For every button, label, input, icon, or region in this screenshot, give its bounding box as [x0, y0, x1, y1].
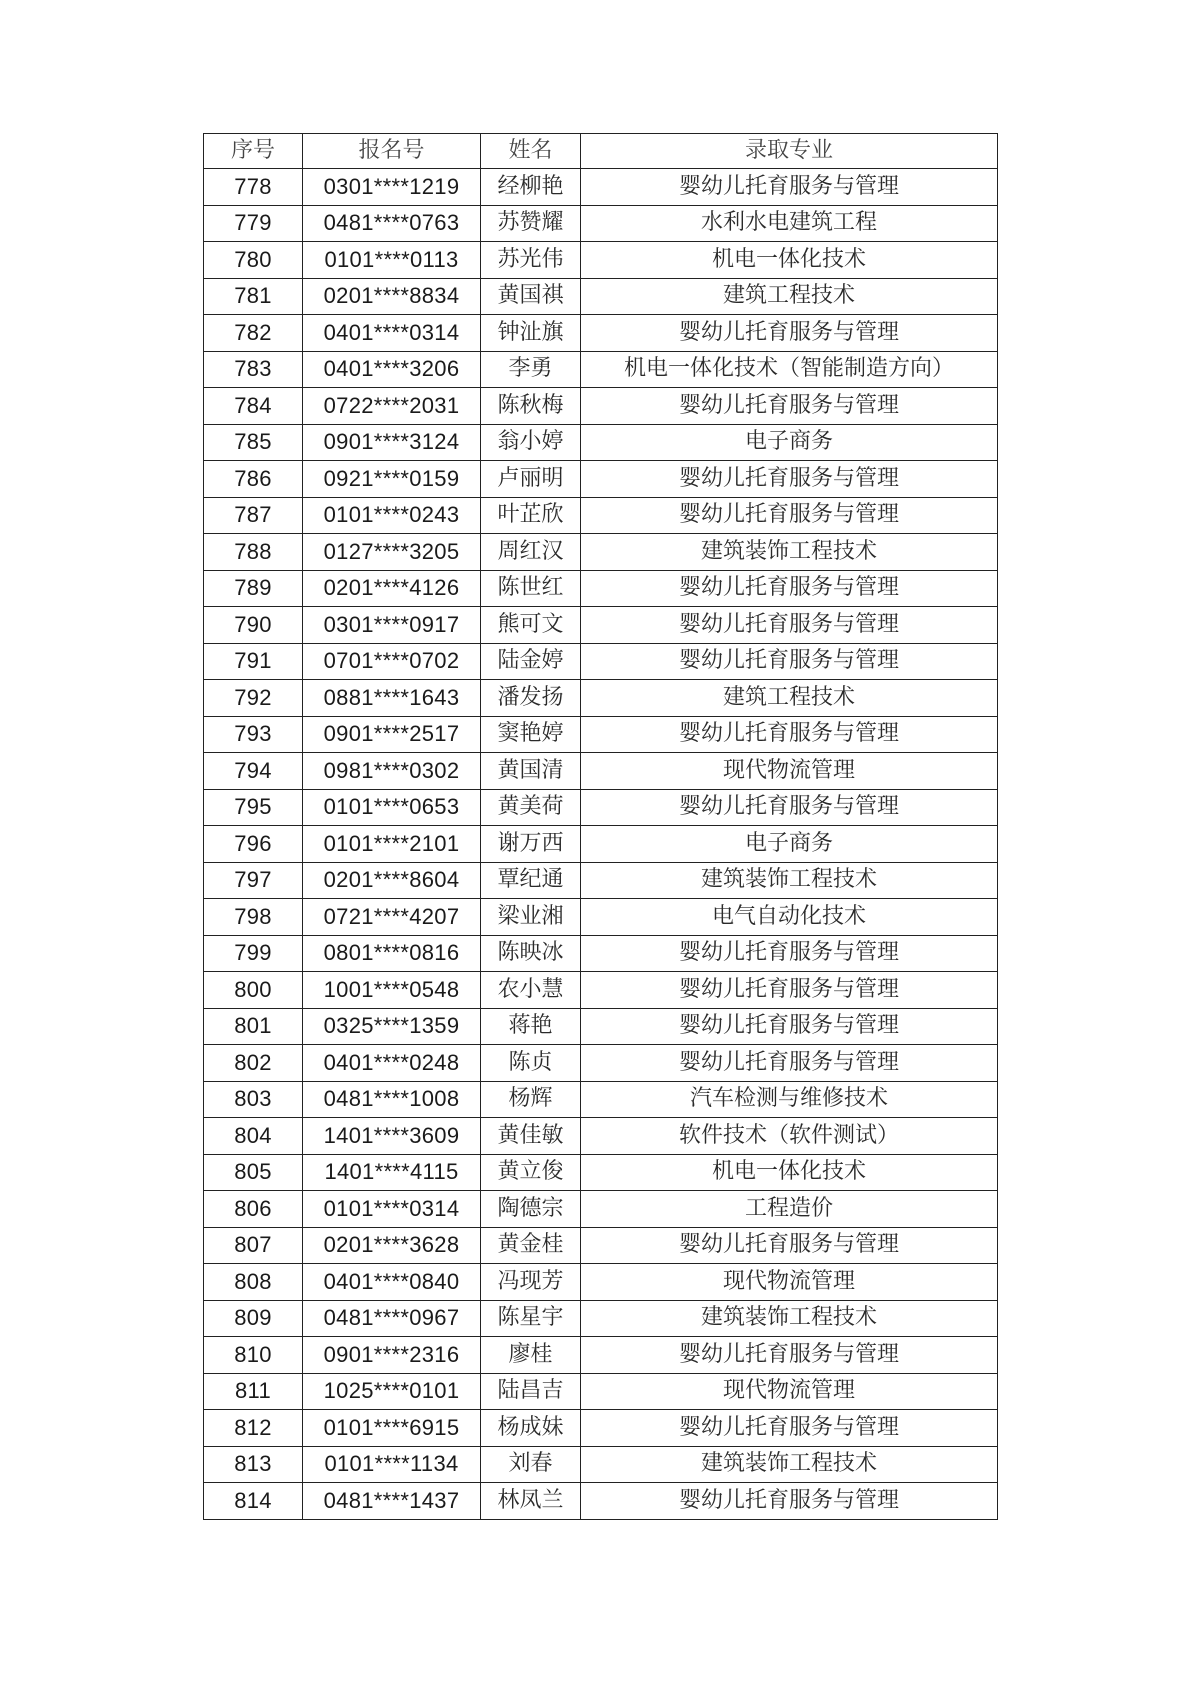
cell-name: 农小慧: [481, 972, 581, 1009]
table-row: [204, 1483, 998, 1520]
cell-registration-number: 0325****1359: [303, 1008, 481, 1045]
table-row: [204, 351, 998, 388]
cell-seq: 806: [204, 1191, 303, 1228]
cell-seq: 780: [204, 242, 303, 279]
cell-registration-number: 0901****2316: [303, 1337, 481, 1374]
table-row: [204, 716, 998, 753]
cell-admitted-major: 汽车检测与维修技术: [581, 1081, 998, 1118]
table-row: [204, 1264, 998, 1301]
table-row: [204, 497, 998, 534]
cell-registration-number: 0921****0159: [303, 461, 481, 498]
cell-name: 陆金婷: [481, 643, 581, 680]
cell-seq: 800: [204, 972, 303, 1009]
table-row: [204, 607, 998, 644]
cell-name: 陈世红: [481, 570, 581, 607]
cell-seq: 807: [204, 1227, 303, 1264]
table-row: [204, 1410, 998, 1447]
table-row: [204, 1118, 998, 1155]
cell-name: 蒋艳: [481, 1008, 581, 1045]
cell-name: 苏赞耀: [481, 205, 581, 242]
table-row: [204, 388, 998, 425]
cell-name: 陈秋梅: [481, 388, 581, 425]
table-row: [204, 1337, 998, 1374]
cell-seq: 782: [204, 315, 303, 352]
cell-name: 熊可文: [481, 607, 581, 644]
cell-admitted-major: 婴幼儿托育服务与管理: [581, 607, 998, 644]
cell-name: 林凤兰: [481, 1483, 581, 1520]
table-row: [204, 1300, 998, 1337]
cell-seq: 788: [204, 534, 303, 571]
table-row: [204, 826, 998, 863]
cell-admitted-major: 婴幼儿托育服务与管理: [581, 461, 998, 498]
cell-seq: 803: [204, 1081, 303, 1118]
cell-registration-number: 0721****4207: [303, 899, 481, 936]
cell-admitted-major: 机电一体化技术: [581, 242, 998, 279]
table-row: [204, 935, 998, 972]
table-row: [204, 570, 998, 607]
cell-admitted-major: 电子商务: [581, 424, 998, 461]
cell-admitted-major: 婴幼儿托育服务与管理: [581, 497, 998, 534]
cell-seq: 810: [204, 1337, 303, 1374]
cell-name: 冯现芳: [481, 1264, 581, 1301]
table-row: [204, 680, 998, 717]
cell-seq: 801: [204, 1008, 303, 1045]
header-name: 姓名: [481, 134, 581, 169]
cell-admitted-major: 现代物流管理: [581, 1264, 998, 1301]
cell-registration-number: 0881****1643: [303, 680, 481, 717]
cell-name: 黄金桂: [481, 1227, 581, 1264]
cell-registration-number: 0101****1134: [303, 1446, 481, 1483]
cell-name: 杨成妹: [481, 1410, 581, 1447]
cell-registration-number: 1401****4115: [303, 1154, 481, 1191]
cell-seq: 785: [204, 424, 303, 461]
table-row: [204, 1191, 998, 1228]
cell-seq: 792: [204, 680, 303, 717]
cell-registration-number: 0701****0702: [303, 643, 481, 680]
cell-admitted-major: 机电一体化技术: [581, 1154, 998, 1191]
cell-name: 覃纪通: [481, 862, 581, 899]
cell-seq: 784: [204, 388, 303, 425]
cell-seq: 779: [204, 205, 303, 242]
cell-name: 陶德宗: [481, 1191, 581, 1228]
cell-registration-number: 0101****0314: [303, 1191, 481, 1228]
cell-seq: 802: [204, 1045, 303, 1082]
table-row: [204, 205, 998, 242]
table-body: [204, 169, 998, 1520]
cell-name: 周红汉: [481, 534, 581, 571]
cell-admitted-major: 婴幼儿托育服务与管理: [581, 570, 998, 607]
cell-admitted-major: 婴幼儿托育服务与管理: [581, 716, 998, 753]
cell-admitted-major: 建筑装饰工程技术: [581, 862, 998, 899]
cell-seq: 791: [204, 643, 303, 680]
cell-admitted-major: 婴幼儿托育服务与管理: [581, 935, 998, 972]
table-row: [204, 1227, 998, 1264]
cell-registration-number: 0201****8604: [303, 862, 481, 899]
table-row: [204, 534, 998, 571]
cell-seq: 786: [204, 461, 303, 498]
cell-admitted-major: 婴幼儿托育服务与管理: [581, 1483, 998, 1520]
cell-seq: 798: [204, 899, 303, 936]
cell-seq: 814: [204, 1483, 303, 1520]
table-row: [204, 169, 998, 206]
cell-registration-number: 0481****0967: [303, 1300, 481, 1337]
cell-registration-number: 1001****0548: [303, 972, 481, 1009]
cell-registration-number: 0901****3124: [303, 424, 481, 461]
cell-registration-number: 0401****0314: [303, 315, 481, 352]
cell-seq: 794: [204, 753, 303, 790]
cell-name: 潘发扬: [481, 680, 581, 717]
cell-seq: 778: [204, 169, 303, 206]
cell-name: 梁业湘: [481, 899, 581, 936]
cell-seq: 811: [204, 1373, 303, 1410]
cell-registration-number: 0401****3206: [303, 351, 481, 388]
cell-registration-number: 0481****1008: [303, 1081, 481, 1118]
table-row: [204, 862, 998, 899]
cell-admitted-major: 电子商务: [581, 826, 998, 863]
cell-registration-number: 0201****8834: [303, 278, 481, 315]
table-row: [204, 278, 998, 315]
cell-name: 陆昌吉: [481, 1373, 581, 1410]
cell-seq: 812: [204, 1410, 303, 1447]
cell-admitted-major: 建筑装饰工程技术: [581, 534, 998, 571]
cell-name: 黄佳敏: [481, 1118, 581, 1155]
header-admitted-major: 录取专业: [581, 134, 998, 169]
cell-name: 黄国祺: [481, 278, 581, 315]
cell-admitted-major: 婴幼儿托育服务与管理: [581, 1410, 998, 1447]
cell-admitted-major: 婴幼儿托育服务与管理: [581, 643, 998, 680]
cell-registration-number: 0201****4126: [303, 570, 481, 607]
cell-seq: 805: [204, 1154, 303, 1191]
table-row: [204, 1081, 998, 1118]
cell-seq: 799: [204, 935, 303, 972]
cell-admitted-major: 建筑工程技术: [581, 680, 998, 717]
table-row: [204, 1373, 998, 1410]
cell-name: 刘春: [481, 1446, 581, 1483]
cell-name: 陈贞: [481, 1045, 581, 1082]
table-row: [204, 242, 998, 279]
cell-admitted-major: 婴幼儿托育服务与管理: [581, 388, 998, 425]
header-seq: 序号: [204, 134, 303, 169]
cell-name: 翁小婷: [481, 424, 581, 461]
cell-admitted-major: 现代物流管理: [581, 753, 998, 790]
cell-registration-number: 1401****3609: [303, 1118, 481, 1155]
cell-admitted-major: 婴幼儿托育服务与管理: [581, 169, 998, 206]
cell-name: 叶芷欣: [481, 497, 581, 534]
cell-registration-number: 0901****2517: [303, 716, 481, 753]
cell-registration-number: 0101****6915: [303, 1410, 481, 1447]
cell-seq: 808: [204, 1264, 303, 1301]
table-row: [204, 1045, 998, 1082]
table-row: [204, 1008, 998, 1045]
table-row: [204, 424, 998, 461]
cell-seq: 793: [204, 716, 303, 753]
cell-registration-number: 0301****0917: [303, 607, 481, 644]
table-row: [204, 315, 998, 352]
cell-name: 苏光伟: [481, 242, 581, 279]
cell-registration-number: 0101****2101: [303, 826, 481, 863]
cell-admitted-major: 建筑工程技术: [581, 278, 998, 315]
cell-registration-number: 0481****0763: [303, 205, 481, 242]
cell-admitted-major: 软件技术（软件测试）: [581, 1118, 998, 1155]
cell-admitted-major: 工程造价: [581, 1191, 998, 1228]
cell-seq: 783: [204, 351, 303, 388]
cell-seq: 809: [204, 1300, 303, 1337]
cell-admitted-major: 婴幼儿托育服务与管理: [581, 789, 998, 826]
cell-admitted-major: 建筑装饰工程技术: [581, 1300, 998, 1337]
cell-registration-number: 0301****1219: [303, 169, 481, 206]
cell-admitted-major: 机电一体化技术（智能制造方向）: [581, 351, 998, 388]
cell-name: 陈星宇: [481, 1300, 581, 1337]
table-row: [204, 789, 998, 826]
cell-admitted-major: 婴幼儿托育服务与管理: [581, 1008, 998, 1045]
cell-name: 黄国清: [481, 753, 581, 790]
cell-registration-number: 0401****0248: [303, 1045, 481, 1082]
cell-admitted-major: 现代物流管理: [581, 1373, 998, 1410]
cell-name: 钟沚旗: [481, 315, 581, 352]
cell-name: 黄美荷: [481, 789, 581, 826]
cell-name: 窦艳婷: [481, 716, 581, 753]
cell-seq: 813: [204, 1446, 303, 1483]
cell-name: 杨辉: [481, 1081, 581, 1118]
cell-registration-number: 0201****3628: [303, 1227, 481, 1264]
cell-registration-number: 0801****0816: [303, 935, 481, 972]
table-row: [204, 1446, 998, 1483]
cell-name: 谢万西: [481, 826, 581, 863]
cell-seq: 789: [204, 570, 303, 607]
cell-name: 经柳艳: [481, 169, 581, 206]
table-row: [204, 753, 998, 790]
cell-seq: 797: [204, 862, 303, 899]
cell-registration-number: 0401****0840: [303, 1264, 481, 1301]
cell-name: 黄立俊: [481, 1154, 581, 1191]
cell-registration-number: 0101****0243: [303, 497, 481, 534]
cell-seq: 787: [204, 497, 303, 534]
cell-admitted-major: 婴幼儿托育服务与管理: [581, 315, 998, 352]
cell-registration-number: 0481****1437: [303, 1483, 481, 1520]
cell-registration-number: 1025****0101: [303, 1373, 481, 1410]
table-row: [204, 972, 998, 1009]
cell-admitted-major: 电气自动化技术: [581, 899, 998, 936]
cell-admitted-major: 水利水电建筑工程: [581, 205, 998, 242]
cell-registration-number: 0127****3205: [303, 534, 481, 571]
cell-seq: 781: [204, 278, 303, 315]
cell-name: 廖桂: [481, 1337, 581, 1374]
cell-seq: 790: [204, 607, 303, 644]
cell-seq: 804: [204, 1118, 303, 1155]
table-row: [204, 899, 998, 936]
cell-admitted-major: 婴幼儿托育服务与管理: [581, 1227, 998, 1264]
cell-name: 李勇: [481, 351, 581, 388]
cell-admitted-major: 建筑装饰工程技术: [581, 1446, 998, 1483]
cell-seq: 796: [204, 826, 303, 863]
header-registration-number: 报名号: [303, 134, 481, 169]
table-header-row: [204, 134, 998, 169]
cell-registration-number: 0981****0302: [303, 753, 481, 790]
table-row: [204, 1154, 998, 1191]
admission-list-table: [203, 133, 998, 1520]
cell-registration-number: 0722****2031: [303, 388, 481, 425]
cell-name: 卢丽明: [481, 461, 581, 498]
cell-registration-number: 0101****0653: [303, 789, 481, 826]
cell-admitted-major: 婴幼儿托育服务与管理: [581, 1045, 998, 1082]
table-row: [204, 461, 998, 498]
table-row: [204, 643, 998, 680]
cell-registration-number: 0101****0113: [303, 242, 481, 279]
cell-name: 陈映冰: [481, 935, 581, 972]
cell-admitted-major: 婴幼儿托育服务与管理: [581, 1337, 998, 1374]
cell-seq: 795: [204, 789, 303, 826]
cell-admitted-major: 婴幼儿托育服务与管理: [581, 972, 998, 1009]
